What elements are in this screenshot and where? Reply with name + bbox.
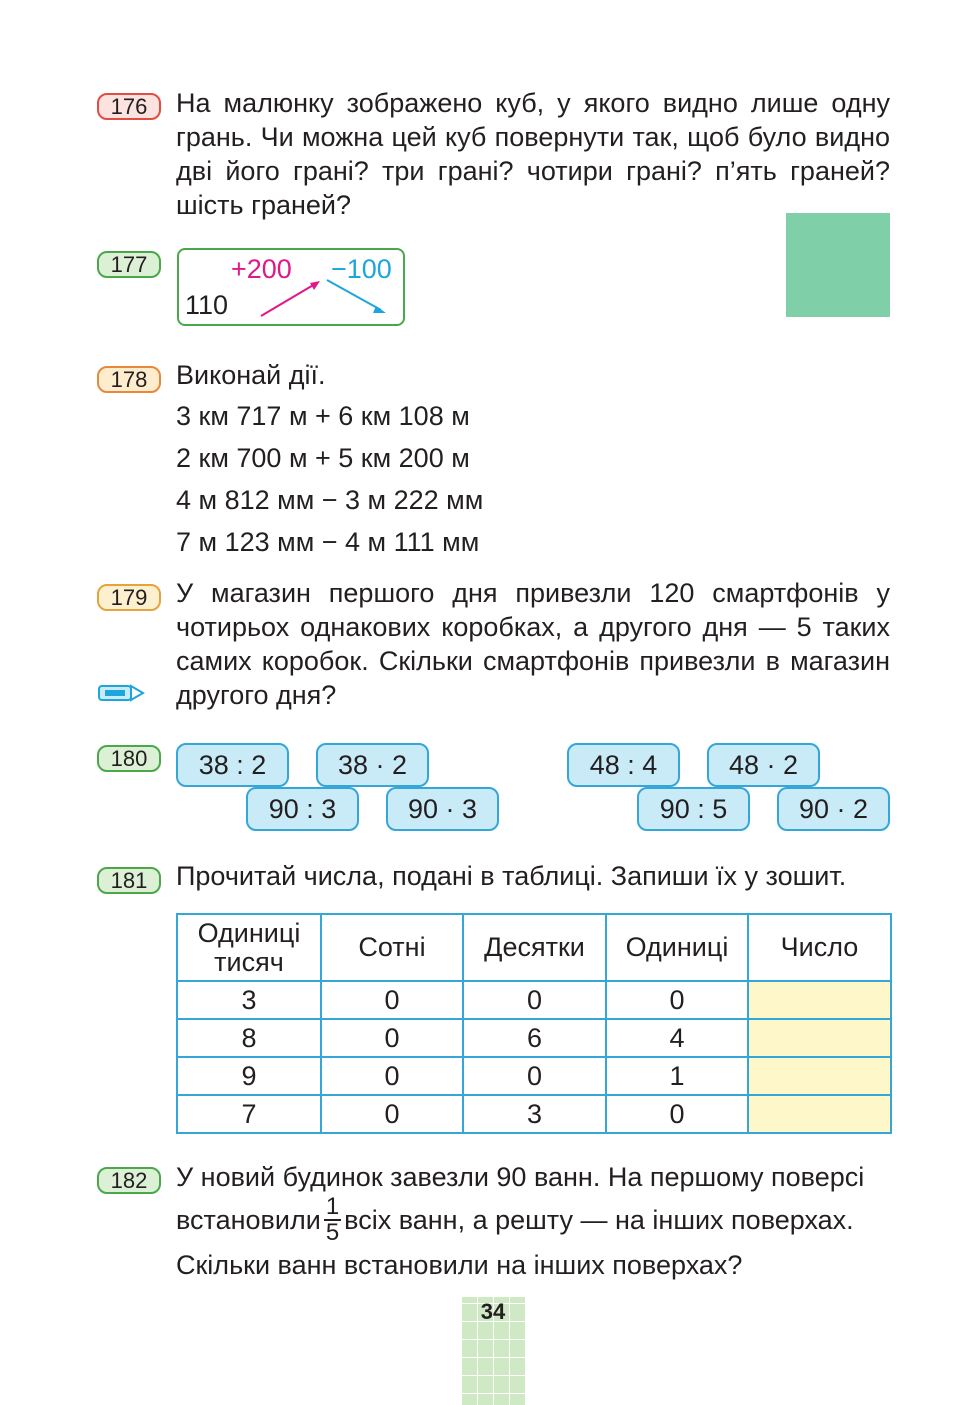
exercise-number-179: 179 (97, 584, 161, 611)
fraction-one-fifth (324, 1195, 341, 1245)
chain-arrows (179, 250, 405, 326)
fraction-numerator: 1 (325, 1193, 340, 1220)
exercise-number-178: 178 (97, 366, 161, 393)
table-cell: 6 (463, 1019, 606, 1057)
pencil-icon (97, 683, 145, 703)
chain-start-value: 110 (185, 290, 229, 320)
answer-cell (748, 1057, 891, 1095)
exercise-182-line-3: Скільки ванн встановили на інших поверхах? (176, 1250, 743, 1280)
expression-chip: 48 · 2 (707, 743, 820, 787)
exercise-178-line-1: 3 км 717 м + 6 км 108 м (176, 401, 470, 431)
answer-cell (748, 1095, 891, 1133)
table-cell: 0 (321, 981, 463, 1019)
exercise-number-180: 180 (97, 745, 161, 772)
table-cell: 1 (606, 1057, 748, 1095)
place-value-table (176, 913, 892, 1134)
exercise-number-177: 177 (97, 251, 161, 278)
exercise-number-176: 176 (97, 93, 161, 120)
exercise-number-182: 182 (97, 1167, 161, 1194)
expression-chip: 90 : 5 (637, 787, 750, 831)
table-cell: 0 (321, 1019, 463, 1057)
table-cell: 3 (463, 1095, 606, 1133)
table-cell: 7 (177, 1095, 321, 1133)
exercise-176-text: На малюнку зображено куб, у якого видно лише одну грань. Чи можна цей куб повернути так, щоб було видно дві його грані? три грані? чотири грані? п’ять граней? шість граней? (176, 88, 890, 220)
table-cell: 4 (606, 1019, 748, 1057)
exercise-178-line-2: 2 км 700 м + 5 км 200 м (176, 443, 470, 473)
cube-face-square (786, 213, 890, 317)
table-header: Сотні (321, 914, 463, 981)
exercise-178-line-3: 4 м 812 мм − 3 м 222 мм (176, 485, 484, 515)
exercise-178-line-4: 7 м 123 мм − 4 м 111 мм (176, 527, 480, 557)
answer-cell (748, 1019, 891, 1057)
exercise-182-line-2-end: всіх ванн, а решту — на інших поверхах. (344, 1205, 854, 1235)
expression-chip: 90 : 3 (246, 787, 359, 831)
table-row (177, 1019, 891, 1057)
table-header: Одиниці тисяч (177, 914, 321, 981)
table-cell: 9 (177, 1057, 321, 1095)
table-header: Десятки (463, 914, 606, 981)
expression-chip: 90 · 3 (386, 787, 499, 831)
table-cell: 0 (321, 1095, 463, 1133)
table-cell: 3 (177, 981, 321, 1019)
exercise-178-title: Виконай дії. (176, 360, 326, 390)
table-header: Одиниці (606, 914, 748, 981)
operation-chain-box (177, 248, 405, 326)
exercise-number-181: 181 (97, 867, 161, 894)
exercise-182-line-2 (176, 1190, 854, 1250)
table-cell: 0 (463, 1057, 606, 1095)
table-row (177, 981, 891, 1019)
page-number: 34 (480, 1299, 506, 1324)
table-header: Число (748, 914, 891, 981)
table-row (177, 1057, 891, 1095)
expression-chip: 48 : 4 (567, 743, 680, 787)
answer-cell (748, 981, 891, 1019)
table-cell: 0 (606, 981, 748, 1019)
expression-chip: 90 · 2 (777, 787, 890, 831)
table-cell: 0 (321, 1057, 463, 1095)
exercise-182-line-1: У новий будинок завезли 90 ванн. На першому поверсі (176, 1162, 865, 1192)
exercise-181-text: Прочитай числа, подані в таблиці. Запиши їх у зошит. (176, 861, 847, 891)
chain-op-plus: +200 (231, 254, 292, 284)
exercise-182-line-2-start: встановили (176, 1205, 321, 1235)
page-number-tab (461, 1297, 525, 1405)
fraction-denominator: 5 (325, 1219, 340, 1246)
chain-op-minus: −100 (331, 254, 392, 284)
exercise-179-text: У магазин першого дня привезли 120 смартфонів у чотирьох однакових коробках, а другого дня — 5 таких самих коробок. Скільки смартфонів привезли в магазин другого дня? (176, 578, 890, 710)
expression-chip: 38 : 2 (176, 743, 289, 787)
table-cell: 0 (463, 981, 606, 1019)
table-cell: 0 (606, 1095, 748, 1133)
expression-chip: 38 · 2 (316, 743, 429, 787)
table-cell: 8 (177, 1019, 321, 1057)
table-row (177, 1095, 891, 1133)
